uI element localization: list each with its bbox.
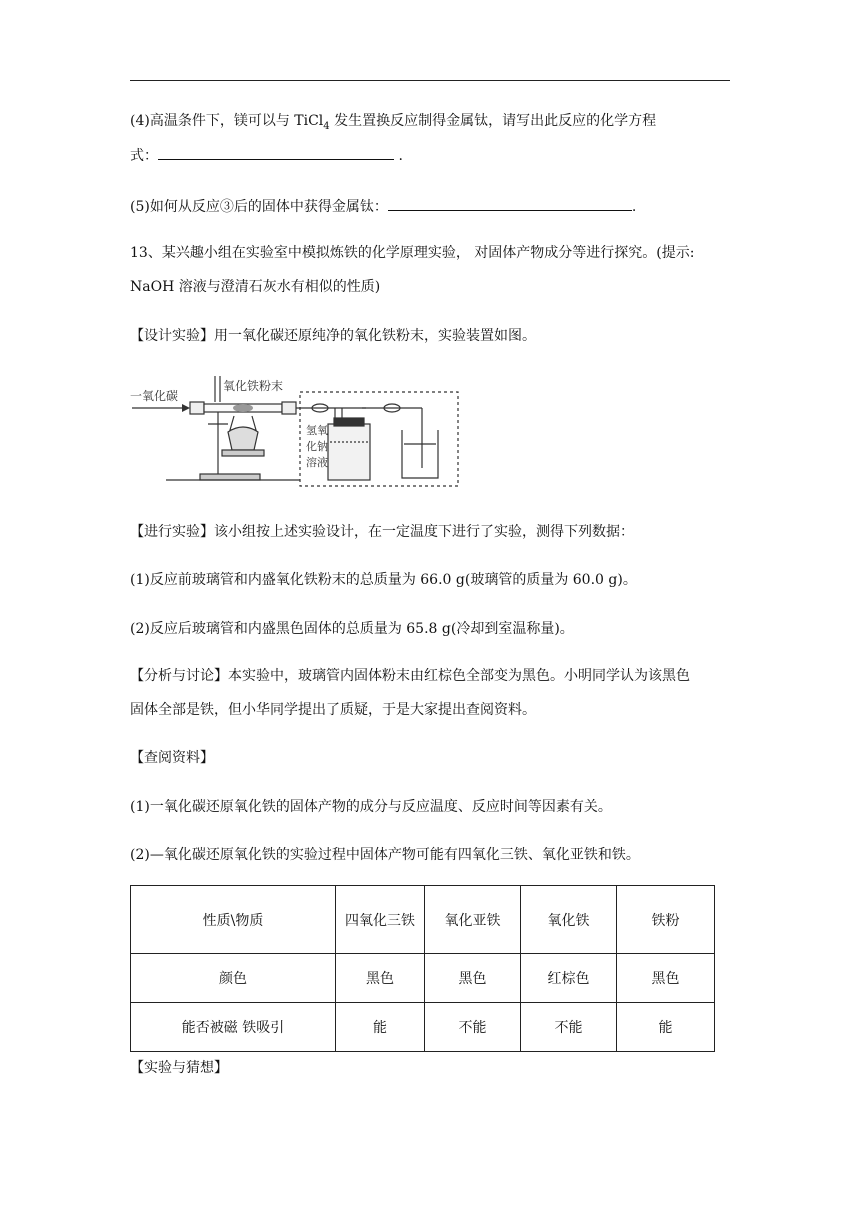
properties-table bbox=[130, 885, 715, 1052]
table-cell: 性质\物质 bbox=[131, 886, 336, 954]
analysis-line-1: 【分析与讨论】本实验中，玻璃管内固体粉末由红棕色全部变为黑色。小明同学认为该黑色 bbox=[130, 668, 690, 684]
label-fe2o3: 氧化铁粉末 bbox=[223, 379, 284, 393]
table-cell: 氧化铁 bbox=[521, 886, 617, 954]
label-naoh-2: 化钠 bbox=[306, 440, 328, 453]
question-5: (5)如何从反应③后的固体中获得金属钛： . bbox=[130, 196, 735, 217]
experiment-heading: 【实验与猜想】 bbox=[130, 1060, 228, 1076]
table-cell: 黑色 bbox=[425, 954, 521, 1003]
reference-2: (2)—氧化碳还原氧化铁的实验过程中固体产物可能有四氧化三铁、氧化亚铁和铁。 bbox=[130, 847, 640, 863]
table-header-row bbox=[131, 886, 715, 954]
answer-blank-5[interactable] bbox=[388, 196, 632, 211]
conduct-experiment: 【进行实验】该小组按上述实验设计，在一定温度下进行了实验，测得下列数据： bbox=[130, 524, 634, 540]
table-cell: 能 bbox=[617, 1003, 715, 1052]
table-row bbox=[131, 1003, 715, 1052]
question-13-line-2: NaOH 溶液与澄清石灰水有相似的性质) bbox=[130, 279, 381, 295]
table-cell: 氧化亚铁 bbox=[425, 886, 521, 954]
question-4-line-1: (4)高温条件下，镁可以与 TiCl$_4$ 发生置换反应制得金属钛，请写出此反应的化学方程 bbox=[130, 113, 657, 132]
lookup-heading: 【查阅资料】 bbox=[130, 750, 214, 766]
table-row bbox=[131, 954, 715, 1003]
table-cell: 铁粉 bbox=[617, 886, 715, 954]
label-naoh-3: 溶液 bbox=[306, 456, 328, 469]
question-4-line-2: 式： . bbox=[130, 145, 735, 166]
question-13-line-1: 13、某兴趣小组在实验室中模拟炼铁的化学原理实验， 对固体产物成分等进行探究。(提示: bbox=[130, 245, 695, 261]
beaker bbox=[402, 430, 438, 478]
data-1: (1)反应前玻璃管和内盛氧化铁粉末的总质量为 66.0 g(玻璃管的质量为 60.0 g)。 bbox=[130, 572, 637, 588]
header-rule bbox=[130, 80, 730, 81]
naoh-bottle bbox=[328, 424, 370, 480]
table-cell: 不能 bbox=[521, 1003, 617, 1052]
table-cell: 黑色 bbox=[336, 954, 425, 1003]
answer-blank-4[interactable] bbox=[158, 145, 394, 160]
reference-1: (1)一氧化碳还原氧化铁的固体产物的成分与反应温度、反应时间等因素有关。 bbox=[130, 799, 612, 815]
fe2o3-powder bbox=[233, 404, 253, 412]
analysis-line-2: 固体全部是铁，但小华同学提出了质疑，于是大家提出查阅资料。 bbox=[130, 702, 536, 718]
table-cell: 能 bbox=[336, 1003, 425, 1052]
table-cell: 颜色 bbox=[131, 954, 336, 1003]
label-naoh-1: 氢氧 bbox=[306, 424, 328, 437]
table-cell: 不能 bbox=[425, 1003, 521, 1052]
design-experiment: 【设计实验】用一氧化碳还原纯净的氧化铁粉末，实验装置如图。 bbox=[130, 328, 536, 344]
table-cell: 四氧化三铁 bbox=[336, 886, 425, 954]
table-cell: 能否被磁 铁吸引 bbox=[131, 1003, 336, 1052]
apparatus-figure bbox=[130, 372, 465, 490]
table-cell: 黑色 bbox=[617, 954, 715, 1003]
label-co: 一氧化碳 bbox=[130, 389, 179, 403]
alcohol-lamp bbox=[228, 427, 258, 450]
data-2: (2)反应后玻璃管和内盛黑色固体的总质量为 65.8 g(冷却到室温称量)。 bbox=[130, 621, 574, 637]
table-cell: 红棕色 bbox=[521, 954, 617, 1003]
